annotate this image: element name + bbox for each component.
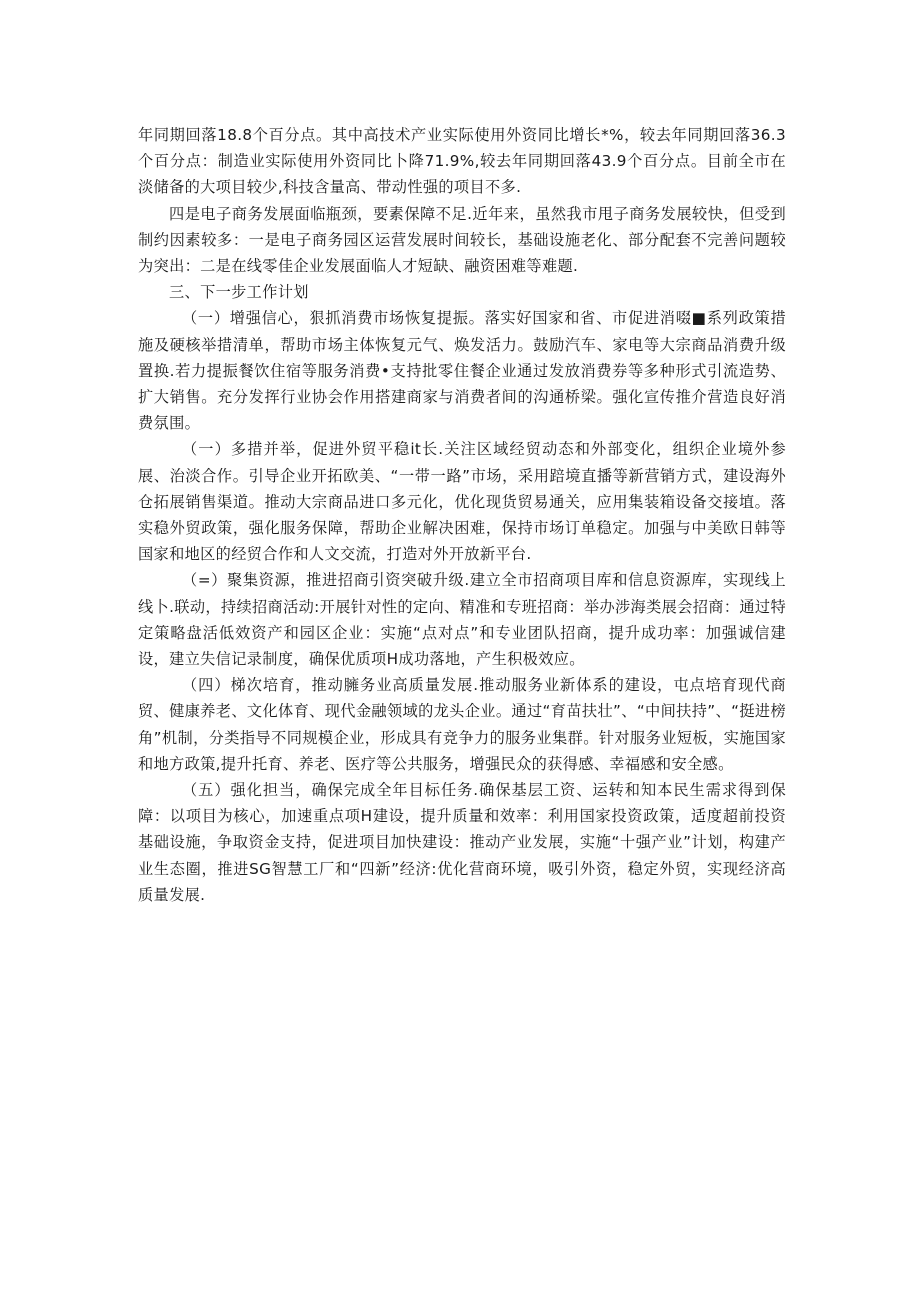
section-heading-work-plan: 三、下一步工作计划 [169,283,309,302]
paragraph-plan-foreign-trade: （一）多措并举，促进外贸平稳it长.关注区域经贸动态和外部变化，组织企业境外参展、治淡合作。引导企业开拓欧美、“一带一路”市场，采用踣境直播等新营销方式，建设海外仓拓展销售渠道。推动大宗商品进口多元化，优化现货贸易通关，应用集装箱设备交接埴。落实稳外贸政策，强化服务保障，帮助企业解决困难，保持市场订单稳定。加强与中美欧日韩等国家和地区的经贸合作和人文交流，打造对外开放新平台. [138,440,786,564]
document-page [138,122,786,908]
paragraph-continued: 年同期回落18.8个百分点。其中高技术产业实际使用外资同比增长*%，较去年同期回落36.3个百分点：制造业实际使用外资同比卜降71.9%,较去年同期回落43.9个百分点。目前全市在淡储备的大项目较少,科技含量高、带动性强的项目不多. [138,126,786,197]
paragraph-plan-consumption: （一）增强信心，狠抓消费市场恢复提振。落实好国家和省、市促进消啜■系列政策措施及硬核举措清单，帮助市场主体恢复元气、焕发活力。鼓励汽车、家电等大宗商品消费升级置换.若力提振餐饮住宿等服务消费•支持批零住餐企业通过发放消费券等多种形式引流造势、扩大销售。充分发挥行业协会作用搭建商家与消费者间的沟通桥梁。强化宣传推介营造良好消费氛围。 [138,309,786,433]
paragraph-ecommerce: 四是电子商务发展面临瓶颈，要素保障不足.近年来，虽然我市甩子商务发展较快，但受到制约因素较多：一是电子商务园区运营发展时间较长，基础设施老化、部分配套不完善问题较为突出：二是在线零佳企业发展面临人才短缺、融资困难等难题. [138,204,786,276]
paragraph-plan-investment: （=）聚集资源，推进招商引资突破升级.建立全市招商项目库和信息资源库，实现线上线卜.联动，持续招商活动:开展针对性的定向、精准和专班招商：举办涉海类展会招商：通过特定策略盘活低效资产和园区企业：实施“点对点”和专业团队招商，提升成功率：加强诚信建设，建立失信记录制度，确保优质项H成功落地，产生积极效应。 [138,571,786,669]
paragraph-plan-targets: （五）强化担当，确保完成全年目标任务.确保基层工资、运转和知本民生需求得到保障：以项目为核心，加速重点项H建设，提升质量和效率：利用国家投资政策，适度超前投资基础设施，争取资金支持，促进项目加快建设：推动产业发展，实施“十强产业”计划，构建产业生态圈，推进SG智慧工厂和“四新”经济:优化营商环境，吸引外资，稳定外贸，实现经济高质量发展. [138,781,786,904]
paragraph-plan-services: （四）梯次培育，推动臃务业高质量发展.推动服务业新体系的建设，屯点培育现代商贸、健康养老、文化体育、现代金融领域的龙头企业。通过“育苗扶壮”、“中间扶持”、“挺进榜角”机制，分类指导不同规模企业，形成具有竞争力的服务业集群。针对服务业短板，实施国家和地方政策,提升托育、养老、医疗等公共服务，增强民众的获得感、幸福感和安全感。 [138,676,786,773]
